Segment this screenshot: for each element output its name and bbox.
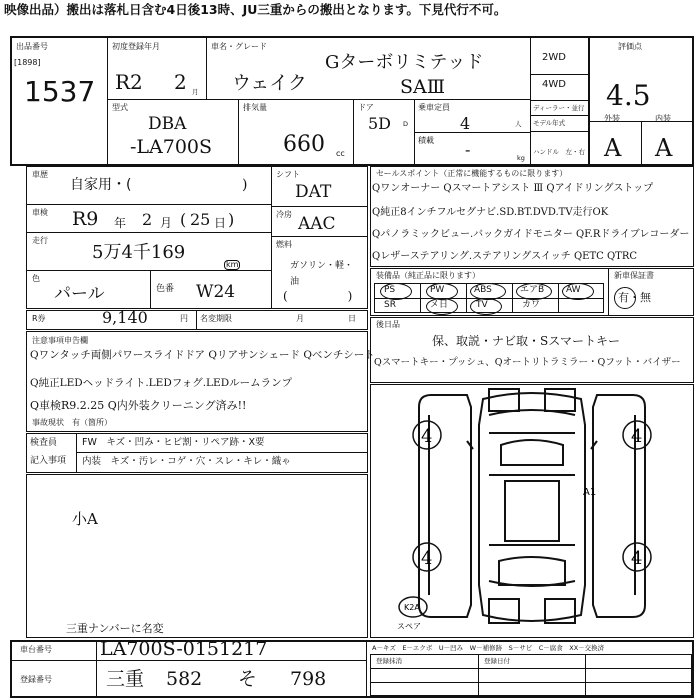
fuel-opts: ガソリン・軽・油 [290, 261, 354, 287]
car-grade-label: 車名・グレード [211, 42, 267, 51]
insp-day: 25 [190, 210, 211, 229]
handle-label: ハンドル 左・右 [533, 148, 585, 156]
warranty-circle [614, 287, 636, 309]
mini-label-2: 登録日付 [484, 657, 510, 665]
equip-circle-nav [426, 298, 458, 315]
capacity-label: 乗車定員 [418, 103, 450, 112]
equip-pw: PW [430, 285, 445, 295]
mini-label-1: 登録抹消 [376, 657, 402, 665]
insp-paren-open: ( [180, 210, 187, 229]
equipment-label: 装備品（純正品に限ります） [376, 271, 480, 280]
spare-code: K2A [404, 603, 420, 612]
usage-close: ) [242, 177, 248, 193]
load: - [465, 140, 471, 159]
tire-mark-rl: 4 [421, 548, 433, 569]
frame-no-label: 車台番号 [20, 645, 52, 654]
mileage-label: 走行 [32, 236, 48, 245]
fourwd: 4WD [542, 79, 566, 90]
cc-unit: cc [336, 149, 345, 158]
recycle-block [26, 310, 368, 330]
inspector-area [26, 474, 368, 638]
car-diagram [371, 385, 693, 637]
ac-label: 冷房 [276, 210, 292, 219]
displacement-label: 排気量 [243, 103, 267, 112]
rear-items-2: Qスマートキー・プッシュ、Qオートリトラミラー・Qフット・バイザー [374, 357, 681, 368]
entry-label: 記入事項 [30, 456, 67, 466]
equip-circle-ps [380, 283, 412, 300]
selling-point-4: Qレザーステアリング.ステアリングスイッチ QETC QTRC [372, 251, 638, 262]
capacity: 4 [460, 114, 471, 133]
reg-num: 798 [290, 668, 327, 690]
name-change-note: 三重ナンバーに名変 [66, 622, 164, 635]
grade-suffix: SAⅢ [400, 76, 446, 98]
model-year-label: モデル年式 [533, 119, 566, 127]
displacement: 660 [283, 132, 325, 157]
reg-kana: そ [238, 668, 258, 690]
capacity-unit: 人 [515, 120, 522, 128]
inspection-label: 車検 [32, 208, 48, 217]
warranty-opts: 有・無 [618, 291, 651, 304]
int-grade: A [655, 134, 673, 162]
insp-month-unit: 月 [160, 216, 173, 230]
equip-circle-aw [562, 283, 594, 300]
selling-label: セールスポイント（正常に機能するものに限ります） [376, 169, 568, 178]
insp-paren-close: ) [228, 210, 235, 229]
equip-tv: TV [476, 300, 488, 310]
spare-label: スペア [397, 622, 421, 631]
model-prefix: DBA [148, 114, 187, 134]
legend-grid [370, 654, 692, 696]
recycle-yen: 円 [180, 314, 188, 323]
damage-legend: A－キズ E－エクボ U－凹み W－補修跡 S－サビ C－腐食 XX－交換済 [372, 644, 605, 652]
fuel-label: 燃料 [276, 240, 292, 249]
rear-items-block [370, 317, 694, 383]
doors-label: ドア [358, 103, 374, 112]
usage-label: 車歴 [32, 170, 48, 179]
car-name: ウェイク [232, 72, 307, 94]
twowd: 2WD [542, 52, 566, 63]
first-reg-month-unit: 月 [192, 88, 199, 96]
shift: DAT [295, 182, 332, 202]
doors: 5D [368, 114, 392, 133]
note-3: Q車検R9.2.25 Q内外装クリーニング済み!! [30, 399, 247, 412]
fuel-paren: ( ) [283, 289, 353, 303]
equip-abs: ABS [474, 285, 492, 295]
reg-pref: 三重 [106, 668, 145, 690]
first-reg-month: 2 [174, 70, 187, 94]
first-reg-label: 初度登録年月 [112, 42, 160, 51]
frame-no: LA700S-0151217 [100, 638, 268, 660]
equipment-grid [374, 283, 606, 313]
model-code: -LA700S [130, 136, 213, 158]
usage: 自家用・( [70, 177, 132, 193]
color-label: 色 [32, 274, 40, 283]
load-label: 積載 [418, 136, 434, 145]
new-warranty-label: 新車保証書 [614, 271, 654, 280]
recycle-amount: 9,140 [102, 308, 148, 327]
insp-year: R9 [72, 208, 99, 230]
notes-foot: 事故現状 有（箇所） [32, 418, 112, 427]
recycle-label: R券 [32, 314, 46, 323]
ext-label: 外装 [604, 114, 620, 123]
selling-point-2: Q純正8インチフルセグナビ.SD.BT.DVD.TV走行OK [372, 207, 609, 218]
damage-code: A1 [583, 487, 597, 498]
banner: 映像出品）搬出は落札日含む4日後13時、JU三重からの搬出となります。下見代行不可。 [4, 2, 507, 17]
equip-circle-tv [470, 298, 502, 315]
equip-ps: PS [384, 285, 396, 295]
lot-label: 出品番号 [16, 42, 48, 51]
interior-row: 内装 キズ・汚レ・コゲ・穴・スレ・キレ・織ゃ [82, 456, 291, 467]
tire-mark-rr: 4 [631, 548, 643, 569]
notes-title: 注意事項申告欄 [32, 336, 88, 345]
equip-sr: SR [384, 300, 396, 310]
name-change-month: 月 [296, 314, 304, 323]
ext-grade: A [604, 134, 622, 162]
name-change-day: 日 [348, 314, 356, 323]
lot-code: [1898] [14, 58, 41, 67]
score: 4.5 [606, 79, 651, 112]
note-1: Qワンタッチ両側パワースライドドア Qリアサンシェード Qベンチシート [30, 349, 375, 361]
equip-aw: AW [566, 285, 581, 295]
doors-unit: D [403, 120, 409, 128]
color-no-label: 色番 [156, 284, 175, 294]
color: パール [54, 284, 105, 304]
color-no: W24 [196, 282, 236, 302]
reg-class: 582 [166, 668, 203, 690]
lot-number: 1537 [24, 75, 96, 108]
inspector-note: 小A [72, 510, 98, 528]
inspector-label: 検査員 [30, 438, 58, 448]
insp-day-unit: 日 [214, 216, 227, 230]
grade: Gターボリミテッド [325, 52, 484, 73]
mileage: 5万4千169 [92, 242, 186, 263]
insp-month: 2 [142, 210, 153, 229]
first-reg-year: R2 [115, 70, 143, 94]
rear-items: 保、取説・ナビ取・Sスマートキー [432, 334, 620, 348]
insp-year-unit: 年 [114, 216, 127, 230]
equip-leather: カワ [522, 300, 541, 310]
score-label: 評価点 [618, 42, 642, 51]
fw-row: FW キズ・凹み・ヒビ割・リペア跡・X要 [82, 437, 265, 448]
dealer-label: ディーラー・並行 [533, 104, 585, 112]
reg-no-label: 登録番号 [20, 675, 52, 684]
ac: AAC [298, 214, 336, 234]
load-unit: kg [517, 154, 525, 162]
tire-mark-fl: 4 [421, 426, 433, 447]
selling-point-3: Qパノラミックビュー.バックガイドモニター QF.Rドライブレコーダー [372, 229, 690, 240]
equip-airbag: エアB [520, 285, 545, 295]
shift-label: シフト [276, 170, 300, 179]
equip-circle-airbag [516, 283, 552, 300]
note-2: Q純正LEDヘッドライト.LEDフォグ.LEDルームランプ [30, 377, 293, 389]
rear-items-label: 後日品 [376, 320, 400, 329]
int-label: 内装 [655, 114, 671, 123]
equip-nav: メ日 [430, 300, 449, 310]
tire-mark-fr: 4 [631, 426, 643, 447]
mileage-unit: km [226, 260, 239, 269]
model-label: 型式 [112, 103, 128, 112]
selling-point-1: Qワンオーナー Qスマートアシスト Ⅲ Qアイドリングストップ [372, 183, 654, 194]
name-change-label: 名変期限 [200, 314, 232, 323]
